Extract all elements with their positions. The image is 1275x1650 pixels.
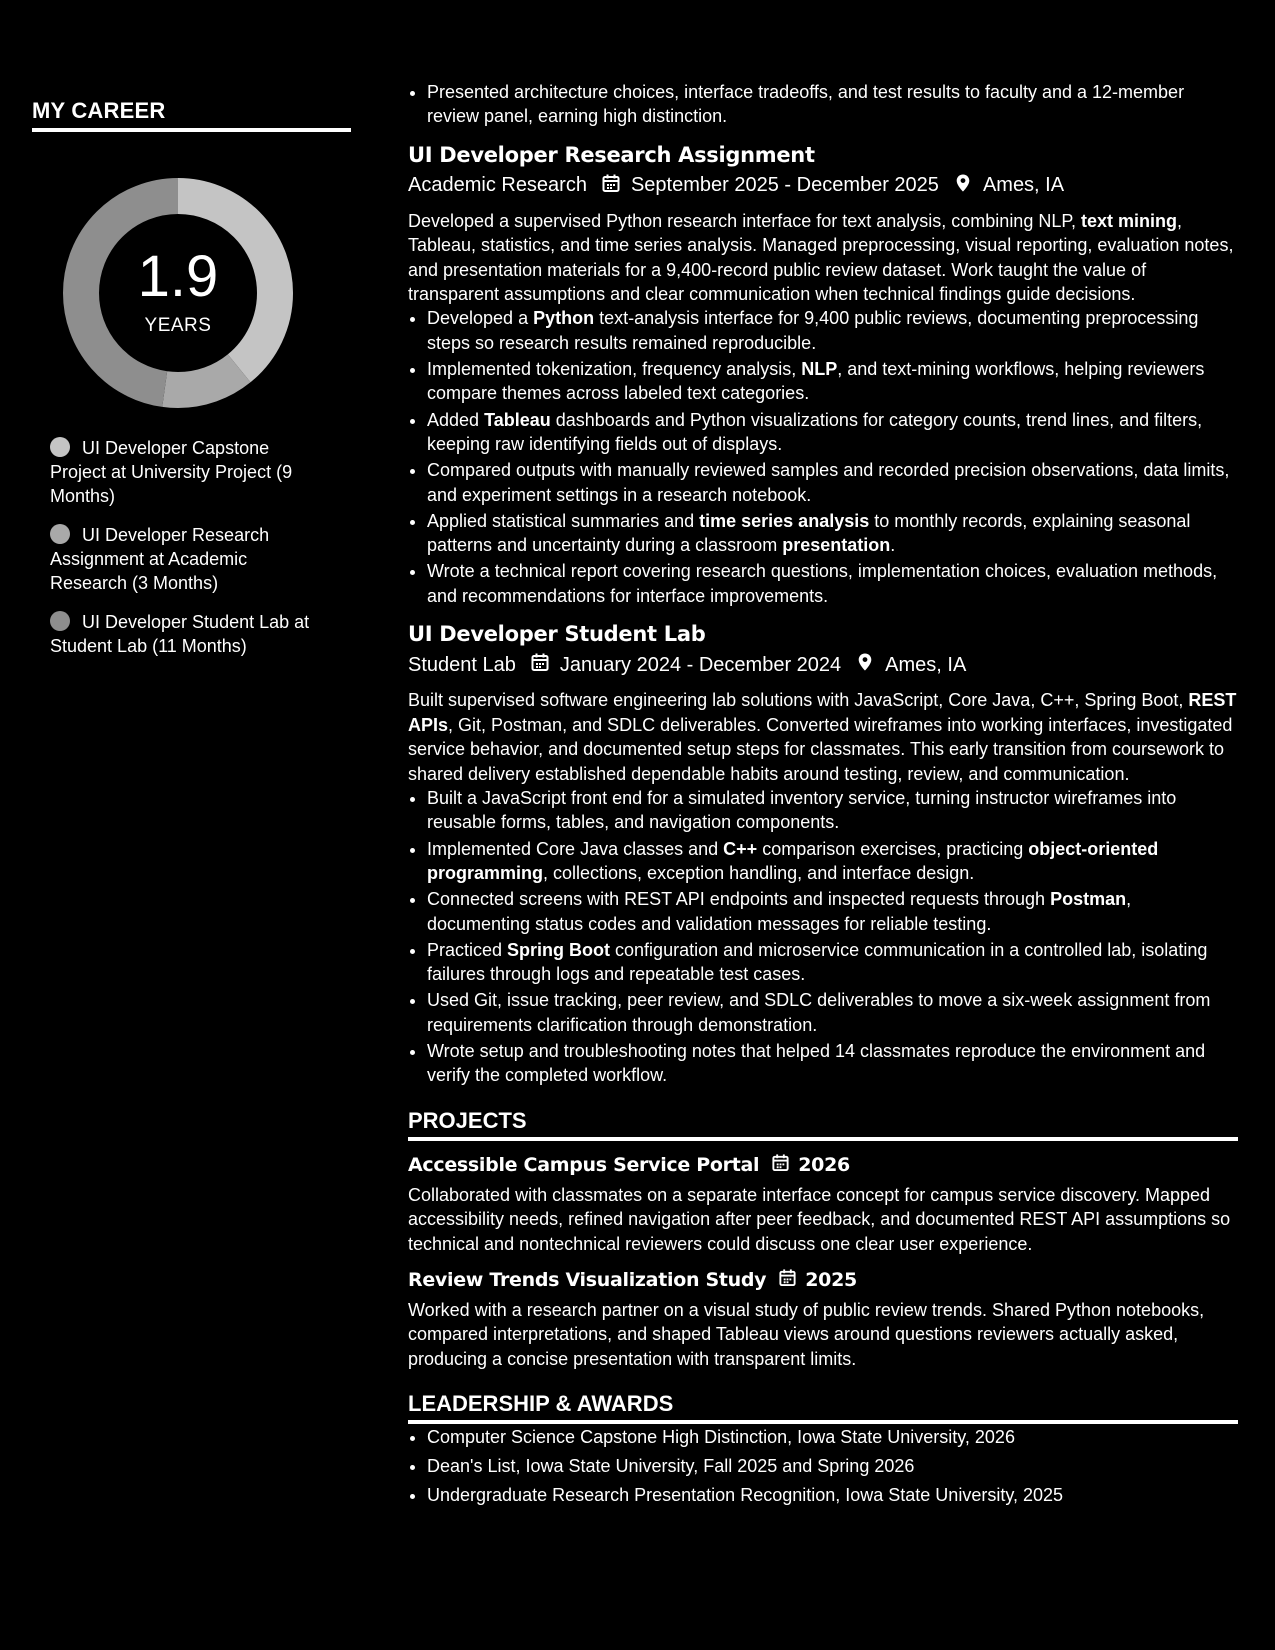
- map-pin-icon: [855, 652, 875, 678]
- text-run: text-analysis interface for 9,400 public reviews, documenting preprocessing steps so research results remained reproducible.: [427, 308, 1199, 353]
- job-dates: January 2024 - December 2024: [559, 653, 842, 676]
- calendar-icon: [771, 1153, 790, 1177]
- intro-bullet-list: [408, 80, 1238, 129]
- job-description: [408, 688, 1238, 786]
- job-bullet-list: [408, 306, 1238, 608]
- experience-list: [408, 143, 1238, 1088]
- text-run: , and text-mining workflows, helping reviewers compare themes across labeled text categories.: [427, 359, 1205, 404]
- legend-label: UI Developer Research Assignment at Academic Research (3 Months): [50, 525, 270, 593]
- bullet-item: [427, 458, 1238, 507]
- legend-item: [50, 610, 320, 658]
- text-run: Presented architecture choices, interface tradeoffs, and test results to faculty and a 12-member review panel, earning high distinction.: [427, 82, 1185, 127]
- project-title-row: [408, 1153, 1238, 1177]
- legend-dot-icon: [50, 524, 70, 544]
- main-content: [408, 80, 1238, 1511]
- bold-keyword: Python: [533, 308, 595, 329]
- bold-keyword: time series analysis: [699, 510, 870, 531]
- bullet-item: [427, 887, 1238, 936]
- career-donut-chart: [63, 178, 293, 408]
- project-name: Review Trends Visualization Study: [408, 1269, 767, 1291]
- project-title-row: [408, 1268, 1238, 1292]
- text-run: Wrote a technical report covering research questions, implementation choices, evaluation methods, and recommendations for interface improvements.: [427, 561, 1218, 606]
- job-description: [408, 209, 1238, 307]
- bullet-item: [427, 306, 1238, 355]
- job-bullet-list: [408, 786, 1238, 1088]
- job-org: Academic Research: [408, 174, 587, 197]
- text-run: Applied statistical summaries and: [427, 510, 700, 531]
- legend-item: [50, 523, 320, 595]
- text-run: Added: [427, 409, 485, 430]
- job-dates: September 2025 - December 2025: [630, 174, 939, 197]
- sidebar-title: MY CAREER: [32, 98, 351, 132]
- legend-label: UI Developer Student Lab at Student Lab (11 Months): [50, 612, 310, 656]
- projects-heading: PROJECTS: [408, 1108, 1238, 1141]
- text-run: Connected screens with REST API endpoints and inspected requests through: [427, 889, 1051, 910]
- text-run: Implemented Core Java classes and: [427, 838, 724, 859]
- legend-dot-icon: [50, 437, 70, 457]
- text-run: dashboards and Python visualizations for category counts, trend lines, and filters, keeping raw identifying fields out of displays.: [427, 409, 1203, 455]
- legend-item: [50, 436, 320, 508]
- text-run: , Git, Postman, and SDLC deliverables. Converted wireframes into working interfaces, investigated service behavior, and documented setup steps for classmates. This early transition from coursework to shared delivery established dependable habits around testing, review, and communication.: [408, 714, 1233, 784]
- bullet-item: [427, 786, 1238, 835]
- bold-keyword: presentation: [782, 535, 891, 556]
- job-title: UI Developer Research Assignment: [408, 142, 815, 167]
- text-run: Developed a supervised Python research interface for text analysis, combining NLP,: [408, 210, 1082, 231]
- project-name: Accessible Campus Service Portal: [408, 1153, 760, 1176]
- text-run: Implemented tokenization, frequency analysis,: [427, 359, 802, 380]
- text-run: .: [890, 535, 896, 556]
- bold-keyword: text mining: [1081, 210, 1178, 231]
- calendar-icon: [601, 173, 621, 199]
- legend-dot-icon: [50, 611, 70, 631]
- sidebar: [32, 98, 351, 673]
- project-description: Collaborated with classmates on a separate interface concept for campus service discovery. Mapped accessibility needs, refined navigation after peer feedback, and documented REST API assumptions so technical and nontechnical reviewers could discuss one clear user experience.: [408, 1184, 1231, 1254]
- calendar-icon: [530, 652, 550, 678]
- awards-list: [408, 1424, 1238, 1509]
- bold-keyword: object-oriented programming: [427, 838, 1159, 883]
- bullet-item: [427, 988, 1238, 1037]
- text-run: , collections, exception handling, and interface design.: [543, 862, 975, 883]
- bold-keyword: Spring Boot: [507, 939, 611, 960]
- award-item: • Dean's List, Iowa State University, Fall 2025 and Spring 2026: [427, 1453, 1238, 1480]
- map-pin-icon: [953, 173, 973, 199]
- bullet-item: [427, 509, 1238, 558]
- text-run: to monthly records, explaining seasonal patterns and uncertainty during a classroom: [427, 510, 1191, 556]
- awards-heading: LEADERSHIP & AWARDS: [408, 1391, 1238, 1424]
- text-run: Practiced: [427, 939, 508, 960]
- calendar-icon: [778, 1268, 797, 1292]
- bold-keyword: Tableau: [484, 409, 551, 430]
- job-org: Student Lab: [408, 653, 516, 676]
- text-run: Compared outputs with manually reviewed samples and recorded precision observations, data limits, and experiment settings in a research notebook.: [427, 460, 1230, 505]
- job-title: UI Developer Student Lab: [408, 622, 706, 647]
- bullet-item: [427, 837, 1238, 886]
- donut-unit: YEARS: [144, 315, 212, 336]
- bold-keyword: REST APIs: [408, 690, 1237, 735]
- donut-value: 1.9: [137, 244, 219, 309]
- job-location: Ames, IA: [982, 174, 1065, 197]
- bullet-item: [427, 559, 1238, 608]
- projects-list: [408, 1153, 1238, 1371]
- bold-keyword: NLP: [801, 359, 838, 380]
- bold-keyword: Postman: [1050, 889, 1127, 910]
- project-year: 2025: [805, 1269, 857, 1291]
- legend-label: UI Developer Capstone Project at University Project (9 Months): [50, 438, 293, 506]
- bullet-item: [427, 80, 1238, 129]
- job-meta: [408, 652, 1238, 678]
- text-run: Built a JavaScript front end for a simulated inventory service, turning instructor wireframes into reusable forms, tables, and navigation components.: [427, 787, 1177, 833]
- text-run: Used Git, issue tracking, peer review, and SDLC deliverables to move a six-week assignment from requirements clarification through demonstration.: [427, 990, 1211, 1035]
- job-meta: [408, 173, 1238, 199]
- job-location: Ames, IA: [885, 653, 967, 676]
- text-run: Built supervised software engineering lab solutions with JavaScript, Core Java, C++, Spring Boot,: [408, 690, 1189, 711]
- job-entry: [408, 143, 1238, 608]
- bullet-item: [427, 357, 1238, 406]
- text-run: comparison exercises, practicing: [757, 838, 1029, 859]
- text-run: , documenting status codes and validation messages for reliable testing.: [427, 889, 1132, 934]
- job-entry: [408, 622, 1238, 1087]
- award-item: • Undergraduate Research Presentation Recognition, Iowa State University, 2025: [427, 1482, 1238, 1509]
- project-year: 2026: [798, 1153, 850, 1176]
- text-run: Developed a: [427, 308, 534, 329]
- text-run: , Tableau, statistics, and time series analysis. Managed preprocessing, visual reporting, evaluation notes, and presentation materials for a 9,400-record public review dataset. Work taught the value of transparent assumptions and clear communication when technical findings guide decisions.: [408, 210, 1234, 305]
- bullet-item: [427, 408, 1238, 457]
- bold-keyword: C++: [723, 838, 758, 859]
- bullet-item: [427, 938, 1238, 987]
- bullet-item: [427, 1039, 1238, 1088]
- career-legend: [50, 436, 320, 658]
- project-description: Worked with a research partner on a visual study of public review trends. Shared Python notebooks, compared interpretations, and shaped Tableau views around questions reviewers actually asked, producing a concise presentation with transparent limits.: [408, 1300, 1205, 1369]
- text-run: Wrote setup and troubleshooting notes that helped 14 classmates reproduce the environment and verify the completed workflow.: [427, 1040, 1206, 1086]
- award-item: • Computer Science Capstone High Distinction, Iowa State University, 2026: [427, 1424, 1238, 1451]
- text-run: configuration and microservice communication in a controlled lab, isolating failures through logs and repeatable test cases.: [427, 939, 1208, 985]
